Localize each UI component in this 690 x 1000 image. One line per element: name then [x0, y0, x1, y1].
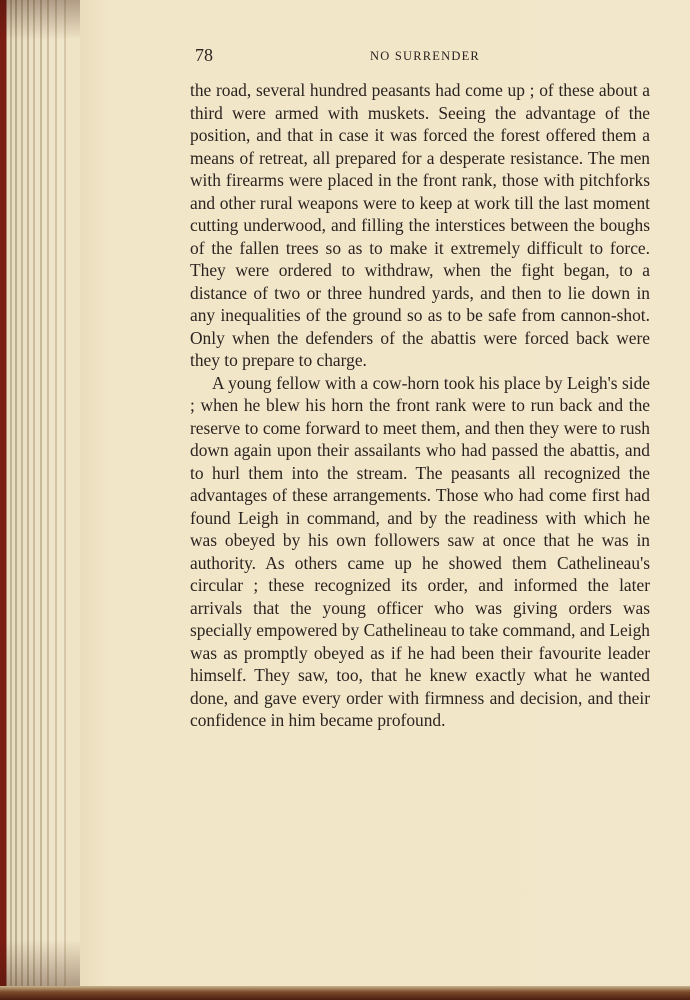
page-bottom-edge	[0, 986, 690, 1000]
page-number: 78	[195, 45, 213, 65]
paragraph: the road, several hundred peasants had come up ; of these about a third were armed with muskets. Seeing the advantage of the position, and that in case it was forced the forest offered them a means of retreat, all prepared for a desperate resistance. The men with firearms were placed in the front rank, those with pitchforks and other rural weapons were to keep at work till the last moment cutting underwood, and filling the interstices between the boughs of the fallen trees so as to make it extremely difficult to force. They were ordered to withdraw, when the fight began, to a distance of two or three hundred yards, and then to lie down in any inequalities of the ground so as to be safe from cannon-shot. Only when the defenders of the abattis were forced back were they to prepare to charge.	[190, 80, 650, 370]
page-header	[195, 45, 655, 71]
paragraph: A young fellow with a cow-horn took his place by Leigh's side ; when he blew his horn the front rank were to run back and the reserve to come forward to meet them, and then they were to rush down again upon their assailants who had passed the abattis, and to hurl them into the stream. The peasants all recognized the advantages of these arrangements. Those who had come first had found Leigh in command, and by the readiness with which he was obeyed by his own followers saw at once that he was in authority. As others came up he showed them Cathelineau's circular ; these recognized its order, and informed the later arrivals that the young officer who was giving orders was specially empowered by Cathelineau to take command, and Leigh was as promptly obeyed as if he had been their favourite leader himself. They saw, too, that he knew exactly what he wanted done, and gave every order with firmness and decision, and their confidence in him became profound.	[190, 372, 650, 730]
book-binding-edge	[0, 0, 80, 1000]
body-text	[190, 79, 650, 732]
running-head: NO SURRENDER	[370, 49, 480, 63]
